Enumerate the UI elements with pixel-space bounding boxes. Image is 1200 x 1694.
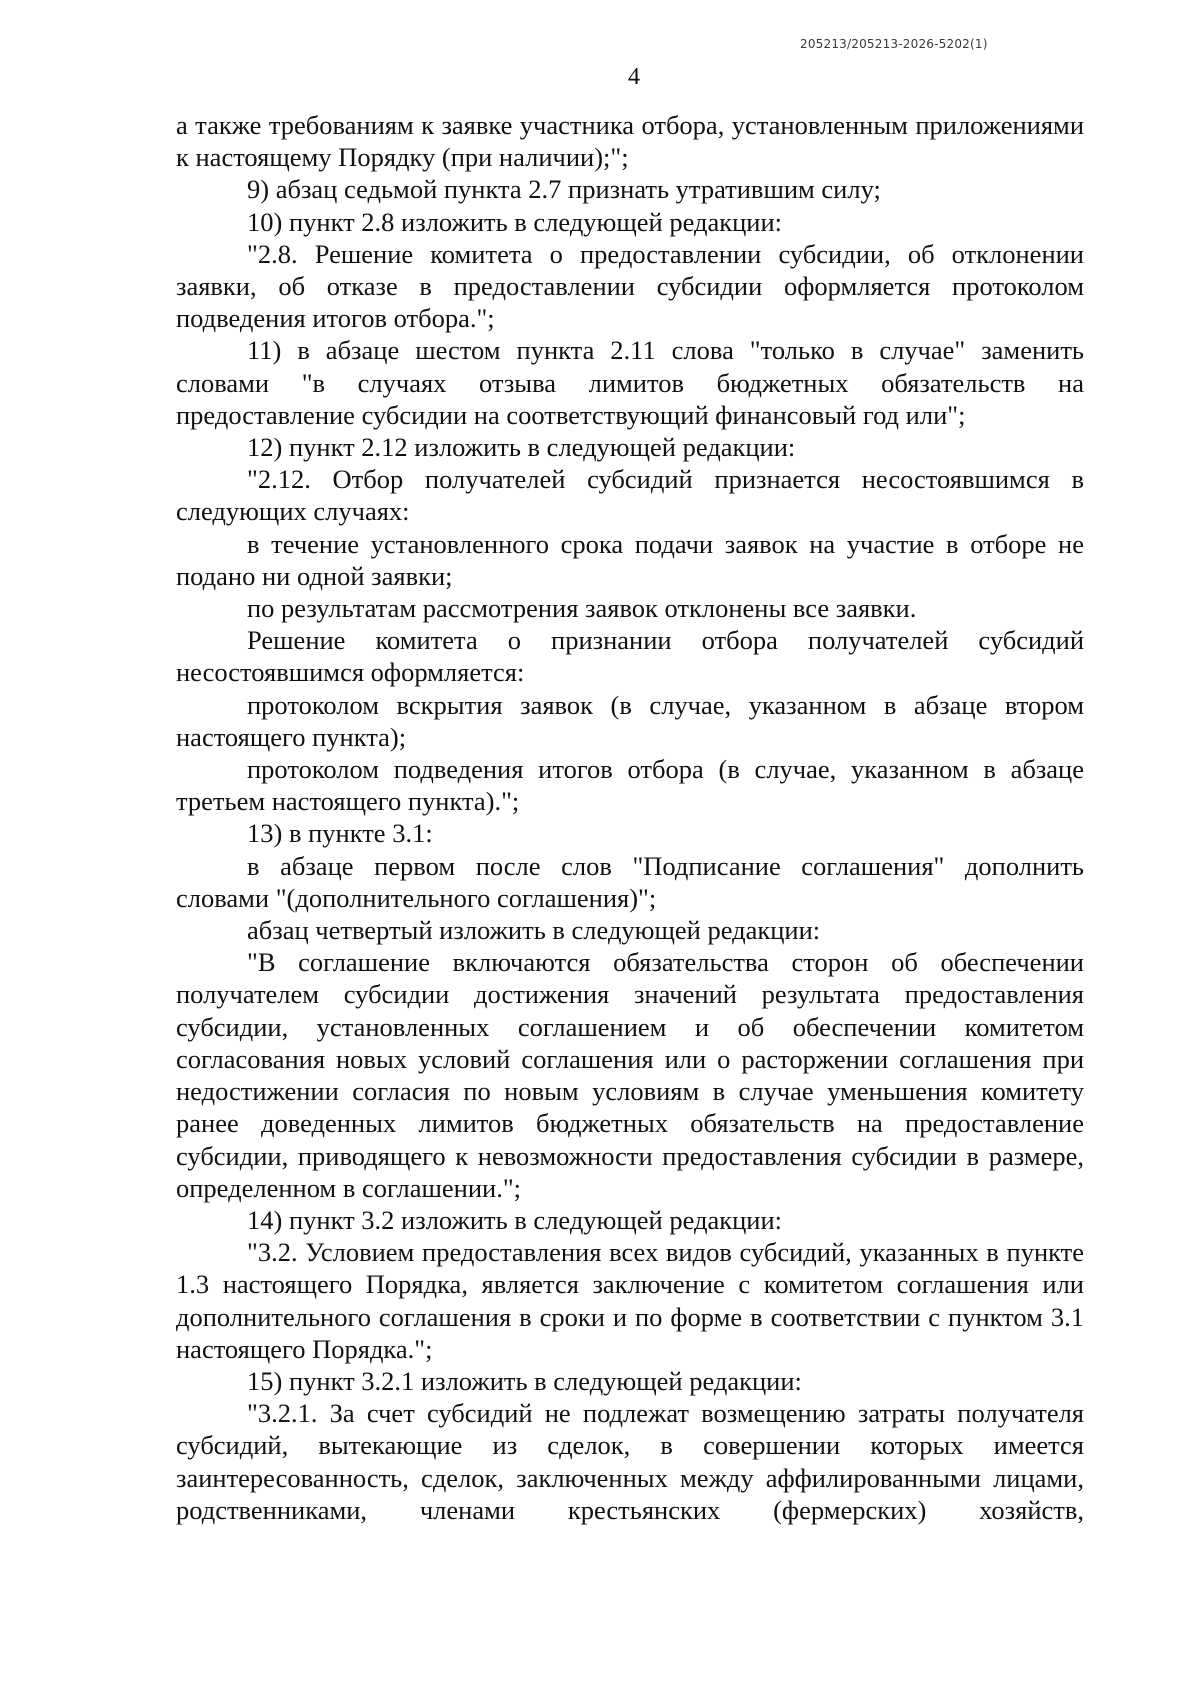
document-body	[176, 109, 1084, 1526]
agreement-obligations-text: "В соглашение включаются обязательства сторон об обеспечении получателем субсидии достижения значений результата предоставления субсидии, установленных соглашением и об обеспечении комитетом согласования новых условий соглашения или о расторжении соглашения при недостижении согласия по новым условиям в случае уменьшения комитету ранее доведенных лимитов бюджетных обязательств на предоставление субсидии, приводящего к невозможности предоставления субсидии в размере, определенном в соглашении.";	[176, 947, 1084, 1203]
item-13-paragraph-1: в абзаце первом после слов "Подписание соглашения" дополнить словами "(дополнительного соглашения)";	[176, 850, 1084, 913]
clause-2-8-text: "2.8. Решение комитета о предоставлении субсидии, об отклонении заявки, об отказе в предоставлении субсидии оформляется протоколом подведения итогов отбора.";	[176, 238, 1084, 334]
amendment-item-12: 12) пункт 2.12 изложить в следующей редакции:	[247, 432, 796, 463]
amendment-item-14: 14) пункт 3.2 изложить в следующей редакции:	[247, 1204, 783, 1235]
clause-2-12-decision: Решение комитета о признании отбора получателей субсидий несостоявшимся оформляется:	[176, 625, 1084, 688]
amendment-item-13: 13) в пункте 3.1:	[247, 818, 433, 849]
amendment-item-10: 10) пункт 2.8 изложить в следующей редакции:	[247, 206, 783, 237]
clause-2-12-case-1: в течение установленного срока подачи заявок на участие в отборе не подано ни одной заявки;	[176, 528, 1084, 591]
amendment-item-9: 9) абзац седьмой пункта 2.7 признать утратившим силу;	[247, 174, 881, 205]
item-13-paragraph-4: абзац четвертый изложить в следующей редакции:	[247, 915, 821, 946]
amendment-item-11: 11) в абзаце шестом пункта 2.11 слова "только в случае" заменить словами "в случаях отзыва лимитов бюджетных обязательств на предоставление субсидии на соответствующий финансовый год или";	[176, 335, 1084, 430]
document-id: 205213/205213-2026-5202(1)	[800, 37, 988, 51]
paragraph-continuation: а также требованиям к заявке участника отбора, установленным приложениями к настоящему Порядку (при наличии);";	[176, 110, 1084, 173]
clause-2-12-case-2: по результатам рассмотрения заявок отклонены все заявки.	[247, 593, 917, 624]
clause-2-12-protocol-2: протоколом подведения итогов отбора (в случае, указанном в абзаце третьем настоящего пункта).";	[176, 754, 1084, 817]
clause-2-12-text: "2.12. Отбор получателей субсидий признается несостоявшимся в следующих случаях:	[176, 464, 1084, 527]
clause-2-12-protocol-1: протоколом вскрытия заявок (в случае, указанном в абзаце втором настоящего пункта);	[176, 689, 1084, 752]
page-number: 4	[628, 64, 640, 90]
clause-3-2-text: "3.2. Условием предоставления всех видов субсидий, указанных в пункте 1.3 настоящего Порядка, является заключение с комитетом соглашения или дополнительного соглашения в сроки и по форме в соответствии с пунктом 3.1 настоящего Порядка.";	[176, 1237, 1084, 1364]
clause-3-2-1-text: "3.2.1. За счет субсидий не подлежат возмещению затраты получателя субсидий, вытекающие из сделок, в совершении которых имеется заинтересованность, сделок, заключенных между аффилированными лицами, родственниками, членами крестьянских (фермерских) хозяйств,	[176, 1398, 1084, 1525]
amendment-item-15: 15) пункт 3.2.1 изложить в следующей редакции:	[247, 1365, 802, 1396]
